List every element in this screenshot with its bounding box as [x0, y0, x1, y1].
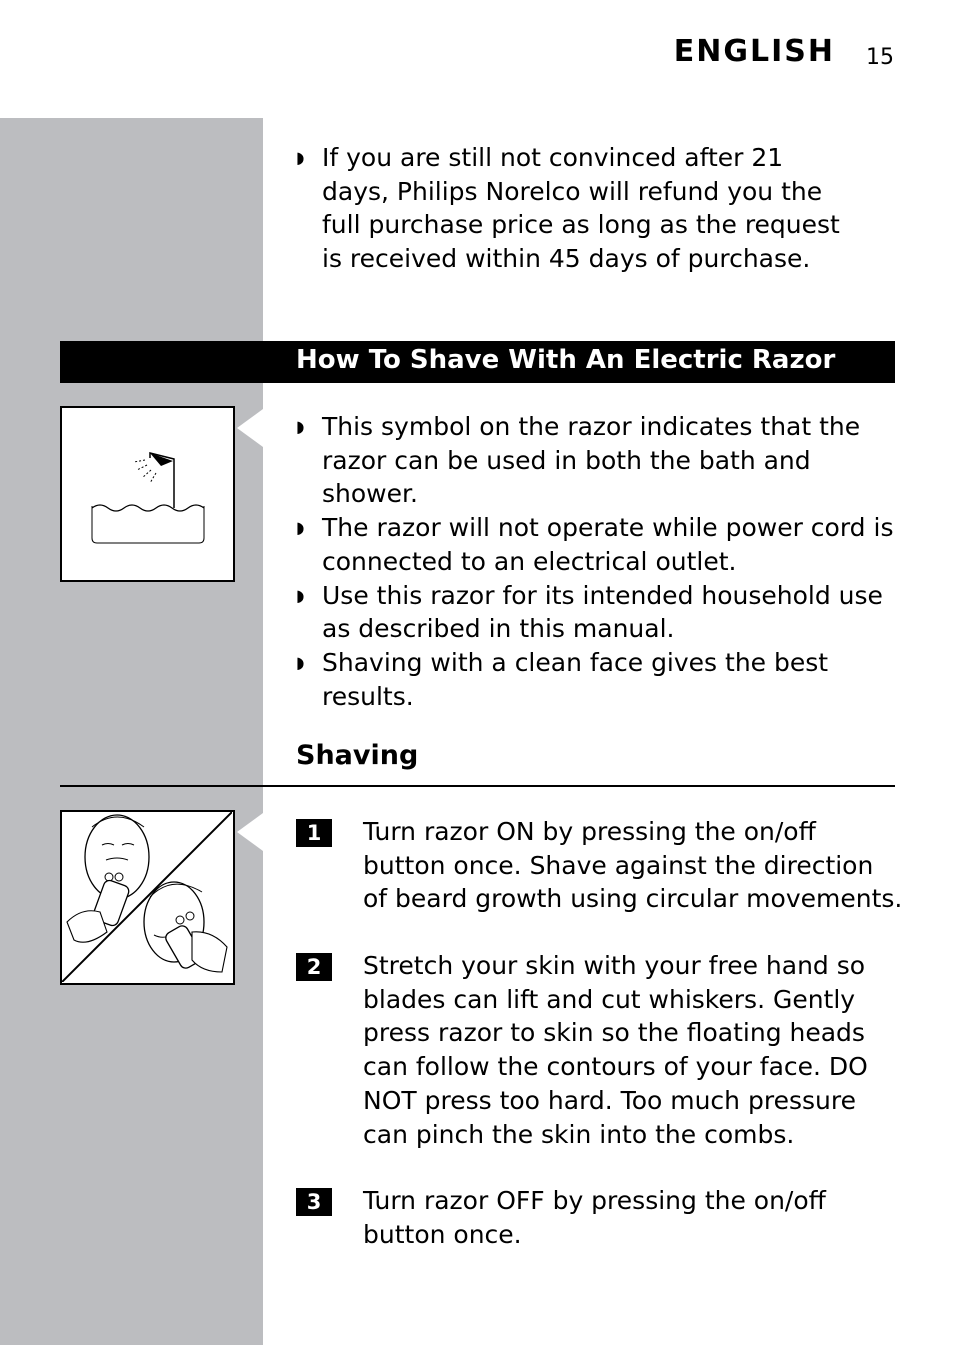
- heading-rule: [60, 785, 895, 787]
- section-bullet-list: [296, 410, 906, 713]
- bath-shower-symbol-icon: [60, 406, 235, 582]
- bullet-item: [296, 410, 906, 511]
- shaving-drawing: [62, 812, 232, 982]
- callout-pointer: [237, 409, 263, 447]
- bullet-text: The razor will not operate while power cord is connected to an electrical outlet.: [322, 513, 894, 576]
- callout-pointer: [237, 813, 263, 851]
- step-number-badge: 3: [296, 1188, 332, 1216]
- page-language-label: ENGLISH: [673, 34, 835, 69]
- triangle-bullet-icon: ◗: [296, 652, 305, 672]
- triangle-bullet-icon: ◗: [296, 417, 305, 436]
- shaving-heading: Shaving: [296, 740, 419, 771]
- intro-bullet-list: [296, 141, 856, 276]
- bullet-text: This symbol on the razor indicates that the razor can be used in both the bath and shower.: [322, 412, 861, 509]
- shaving-illustration: [60, 810, 235, 985]
- gray-margin-column: [0, 118, 263, 1345]
- step-number-badge: 2: [296, 953, 332, 981]
- bullet-text: If you are still not convinced after 21 days, Philips Norelco will refund you the full purchase price as long as the request is received within 45 days of purchase.: [322, 143, 840, 274]
- bath-shower-drawing: [62, 408, 232, 579]
- bullet-item: [296, 646, 906, 713]
- step-text: Turn razor ON by pressing the on/off button once. Shave against the direction of beard growth using circular movements.: [363, 817, 903, 914]
- step-number-badge: 1: [296, 819, 332, 847]
- page-number: 15: [866, 45, 894, 70]
- section-title: How To Shave With An Electric Razor: [296, 345, 836, 375]
- triangle-bullet-icon: ◗: [296, 518, 305, 538]
- triangle-bullet-icon: ◗: [296, 585, 305, 605]
- bullet-item: [296, 579, 906, 646]
- bullet-item: [296, 141, 856, 276]
- bullet-text: Use this razor for its intended household use as described in this manual.: [322, 580, 883, 644]
- step-text: Turn razor OFF by pressing the on/off button once.: [363, 1186, 826, 1249]
- triangle-bullet-icon: ◗: [296, 148, 305, 167]
- bullet-item: [296, 511, 906, 578]
- step-text: Stretch your skin with your free hand so blades can lift and cut whiskers. Gently press razor to skin so the floating heads can follow the contours of your face. DO NOT press too hard. Too much pressure can pinch the skin into the combs.: [363, 951, 868, 1149]
- bullet-text: Shaving with a clean face gives the best results.: [322, 647, 829, 711]
